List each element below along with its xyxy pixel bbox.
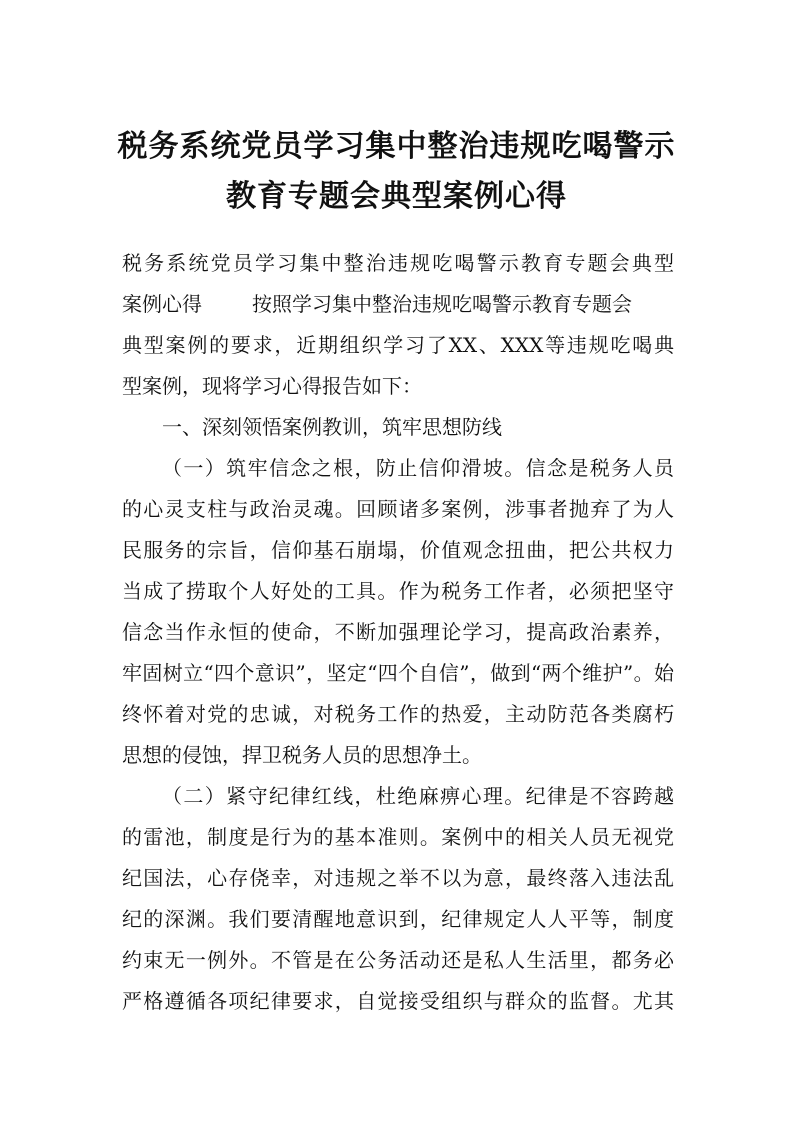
intro-line-4: 型案例，现将学习心得报告如下：	[122, 374, 422, 398]
para2-line-5: 约束无一例外。不管是在公务活动还是私人生活里，都务必	[122, 948, 674, 972]
section-heading: 一、深刻领悟案例教训，筑牢思想防线	[162, 415, 502, 439]
para2-line-2: 的雷池，制度是行为的基本准则。案例中的相关人员无视党	[122, 825, 674, 849]
para1-line-7: 终怀着对党的忠诚，对税务工作的热爱，主动防范各类腐朽	[122, 702, 674, 726]
document-title-line-1: 税务系统党员学习集中整治违规吃喝警示	[117, 129, 676, 164]
para1-line-3: 民服务的宗旨，信仰基石崩塌，价值观念扭曲，把公共权力	[122, 538, 674, 562]
intro-line-2	[122, 284, 674, 324]
para1-line-1: （一）筑牢信念之根，防止信仰滑坡。信念是税务人员	[162, 456, 674, 480]
document-title-line-2: 教育专题会典型案例心得	[226, 179, 567, 214]
para1-line-2: 的心灵支柱与政治灵魂。回顾诸多案例，涉事者抛弃了为人	[122, 497, 674, 521]
para1-line-4: 当成了捞取个人好处的工具。作为税务工作者，必须把坚守	[122, 579, 674, 603]
para2-line-1: （二）紧守纪律红线，杜绝麻痹心理。纪律是不容跨越	[162, 784, 674, 808]
intro-line-2-right: 按照学习集中整治违规吃喝警示教育专题会	[252, 292, 632, 316]
para1-line-8: 思想的侵蚀，捍卫税务人员的思想净土。	[122, 743, 482, 767]
intro-line-2-left: 案例心得	[122, 292, 202, 316]
para2-line-4: 纪的深渊。我们要清醒地意识到，纪律规定人人平等，制度	[122, 907, 674, 931]
para2-line-3: 纪国法，心存侥幸，对违规之举不以为意，最终落入违法乱	[122, 866, 674, 890]
intro-line-3: 典型案例的要求，近期组织学习了XX、XXX等违规吃喝典	[122, 333, 674, 357]
para2-line-6: 严格遵循各项纪律要求，自觉接受组织与群众的监督。尤其	[122, 989, 674, 1013]
intro-line-1: 税务系统党员学习集中整治违规吃喝警示教育专题会典型	[122, 251, 674, 275]
para1-line-6: 牢固树立“四个意识”，坚定“四个自信”，做到“两个维护”。始	[122, 661, 674, 685]
para1-line-5: 信念当作永恒的使命，不断加强理论学习，提高政治素养，	[122, 620, 674, 644]
